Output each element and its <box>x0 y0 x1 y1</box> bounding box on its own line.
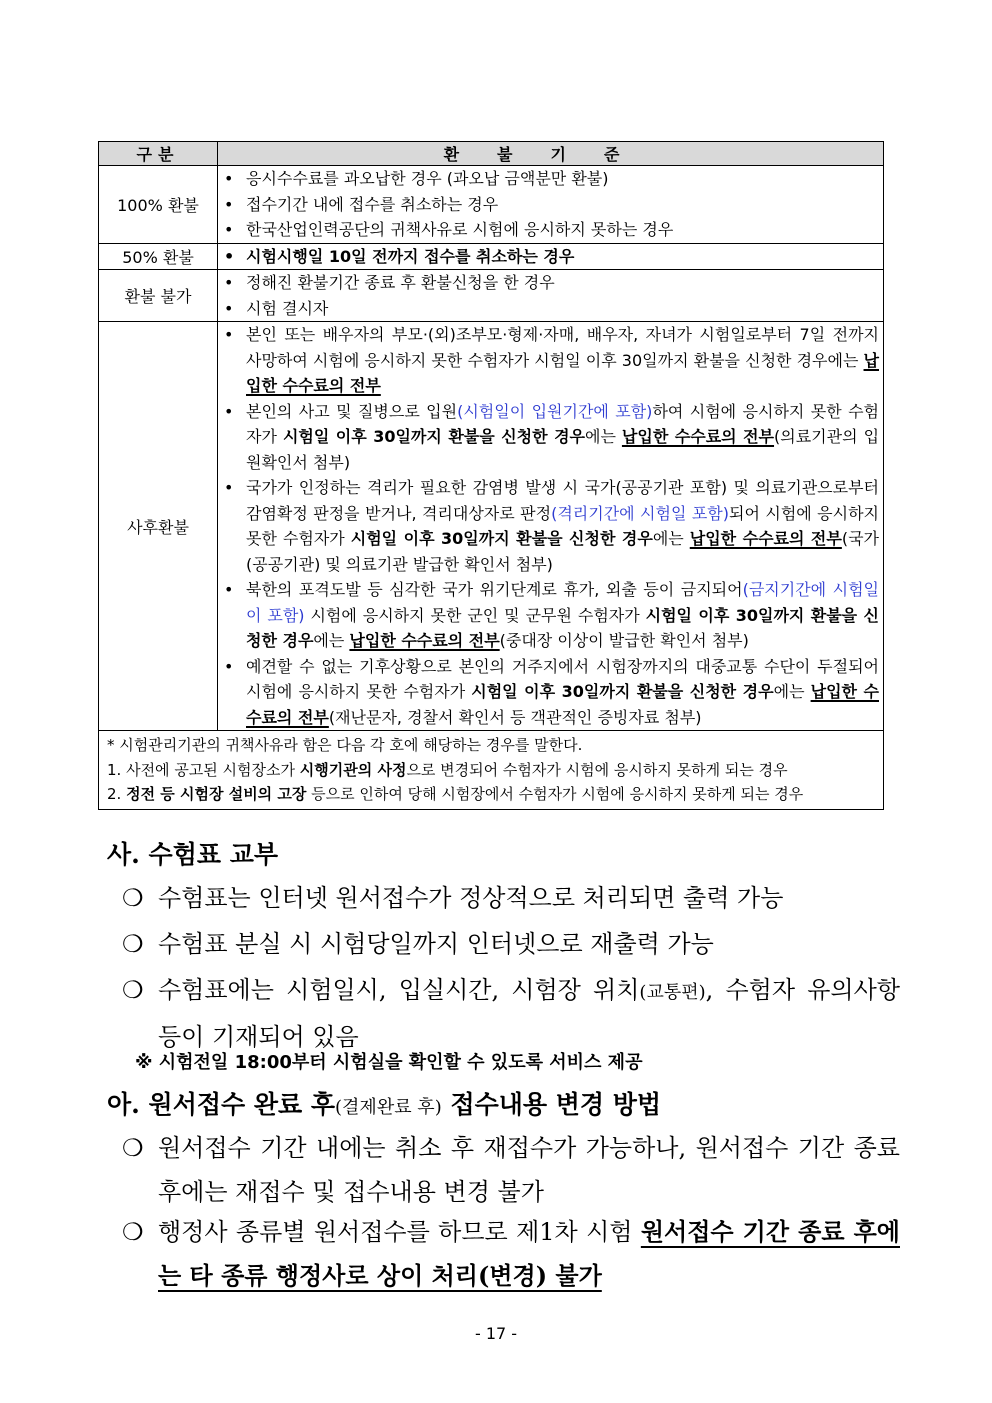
blue-text: (격리기간에 시험일 포함) <box>551 503 730 523</box>
bold-text: 시험일 이후 30일까지 환불을 신청한 경우 <box>246 605 880 650</box>
text: 1. 사전에 공고된 시험장소가 <box>107 760 300 779</box>
bold-text: 시험일 이후 30일까지 환불을 신청한 경우 <box>350 529 653 548</box>
notes-cell <box>99 731 884 810</box>
text: (중대장 이상이 발급한 확인서 첨부) <box>499 631 749 650</box>
table-row <box>99 166 884 244</box>
item-text <box>158 1210 900 1298</box>
list-item <box>218 399 883 476</box>
note-line <box>107 782 875 807</box>
text: (의료기관의 입원확인서 첨부) <box>246 427 880 472</box>
text: 수험표에는 시험일시, 입실시간, 시험장 위치 <box>158 976 640 1004</box>
blue-text: (금지기간에 시험일이 포함) <box>246 580 879 625</box>
underlined-text: 납입한 수수료의 전부 <box>349 631 500 650</box>
text: 에는 <box>773 682 811 701</box>
text: 본인의 사고 및 질병으로 입원 <box>246 401 458 421</box>
small-text: (교통편) <box>639 982 706 1003</box>
table-header-row <box>99 142 884 166</box>
row-content <box>218 166 884 244</box>
text: 2. <box>107 785 127 803</box>
list-item: • 한국산업인력공단의 귀책사유로 시험에 응시하지 못하는 경우 <box>218 217 883 243</box>
text: 하여 시험에 응시하지 못한 수험자가 <box>246 401 879 446</box>
row-label: 환불 불가 <box>99 270 218 322</box>
text: , 수험자 유의사항 등이 기재되어 있음 <box>158 976 900 1051</box>
underlined-text: 원서접수 기간 종료 후에는 타 종류 행정사로 상이 처리(변경) 불가 <box>158 1217 900 1290</box>
circle-bullet-icon: ❍ <box>122 884 144 912</box>
small-text: (결제완료 후) <box>335 1097 442 1118</box>
blue-text: (시험일이 입원기간에 포함) <box>457 401 653 421</box>
item-text: 수험표는 인터넷 원서접수가 정상적으로 처리되면 출력 가능 <box>158 884 784 912</box>
list-item <box>218 475 883 577</box>
row-content <box>218 243 884 270</box>
underlined-text: 납입한 수수료의 전부 <box>621 427 775 446</box>
header-category: 구분 <box>99 142 218 166</box>
note-line <box>107 758 875 783</box>
section-title-sa: 사. 수험표 교부 <box>107 840 279 869</box>
text: 되어 시험에 응시하지 못한 수험자가 <box>246 503 880 548</box>
text: 에는 <box>652 529 690 548</box>
underlined-text: 납입한 수수료의 전부 <box>246 682 879 727</box>
text: 시험에 응시하지 못한 군인 및 군무원 수험자가 <box>304 605 646 625</box>
circle-bullet-icon: ❍ <box>122 1218 144 1246</box>
list-item <box>122 1126 900 1214</box>
bold-text: 정전 등 시험장 설비의 고장 <box>126 785 307 803</box>
text: (재난문자, 경찰서 확인서 등 객관적인 증빙자료 첨부) <box>328 707 702 727</box>
list-item <box>218 322 883 399</box>
circle-bullet-icon: ❍ <box>122 1134 144 1162</box>
row-label: 100% 환불 <box>99 166 218 244</box>
table-notes-row <box>99 731 884 810</box>
circle-bullet-icon: ❍ <box>122 930 144 958</box>
list-item <box>122 876 900 920</box>
bold-text: 시행기관의 사정 <box>299 760 407 779</box>
item-text <box>158 968 900 1059</box>
list-item <box>122 1210 900 1298</box>
underlined-text: 납입한 수수료의 전부 <box>246 350 879 395</box>
bold-text: 시험일 이후 30일까지 환불을 신청한 경우 <box>471 682 774 701</box>
section-title-a <box>107 1085 661 1121</box>
page-number: - 17 - <box>474 1324 518 1343</box>
text: 국가가 인정하는 격리가 필요한 감염병 발생 시 국가(공공기관 포함) 및 의료기관으로부터 감염확정 판정을 받거나, 격리대상자로 판정 <box>246 478 879 523</box>
list-item <box>218 654 883 731</box>
list-item <box>122 968 900 1059</box>
text: 아. 원서접수 완료 후 <box>107 1090 336 1119</box>
text: 등으로 인하여 당해 시험장에서 수험자가 시험에 응시하지 못하게 되는 경우 <box>306 785 804 803</box>
item-text: 수험표 분실 시 시험당일까지 인터넷으로 재출력 가능 <box>158 930 714 958</box>
list-item <box>122 922 900 966</box>
list-item: • 응시수수료를 과오납한 경우 (과오납 금액분만 환불) <box>218 166 883 192</box>
text: 본인 또는 배우자의 부모·(외)조부모·형제·자매, 배우자, 자녀가 시험일로부터 7일 전까지 사망하여 시험에 응시하지 못한 수험자가 시험일 이후 30일까지 환불을 신청한 경우에는 <box>246 325 879 370</box>
item-text: 원서접수 기간 내에는 취소 후 재접수가 가능하나, 원서접수 기간 종료 후에는 재접수 및 접수내용 변경 불가 <box>158 1134 900 1206</box>
text: (국가(공공기관) 및 의료기관 발급한 확인서 첨부) <box>246 529 880 574</box>
circle-bullet-icon: ❍ <box>122 976 144 1004</box>
text: 에는 <box>313 631 350 650</box>
list-item: • 정해진 환불기간 종료 후 환불신청을 한 경우 <box>218 270 883 296</box>
text: 에는 <box>584 427 622 446</box>
underlined-text: 납입한 수수료의 전부 <box>689 529 842 548</box>
note-line: * 시험관리기관의 귀책사유라 함은 다음 각 호에 해당하는 경우를 말한다. <box>107 736 583 754</box>
refund-table <box>98 141 884 810</box>
list-item: • 시험시행일 10일 전까지 접수를 취소하는 경우 <box>218 244 883 270</box>
bold-text: 시험일 이후 30일까지 환불을 신청한 경우 <box>282 427 585 446</box>
row-content <box>218 322 884 731</box>
list-item: • 시험 결시자 <box>218 296 883 322</box>
row-label: 사후환불 <box>99 322 218 731</box>
table-row <box>99 243 884 270</box>
text: 접수내용 변경 방법 <box>441 1090 662 1119</box>
table-row <box>99 270 884 322</box>
table-row <box>99 322 884 731</box>
text: 으로 변경되어 수험자가 시험에 응시하지 못하게 되는 경우 <box>406 760 788 779</box>
row-content <box>218 270 884 322</box>
text: 행정사 종류별 원서접수를 하므로 제1차 시험 <box>158 1218 641 1246</box>
service-note: ※ 시험전일 18:00부터 시험실을 확인할 수 있도록 서비스 제공 <box>135 1052 643 1073</box>
list-item <box>218 577 883 654</box>
text: 예견할 수 없는 기후상황으로 본인의 거주지에서 시험장까지의 대중교통 수단이 두절되어 시험에 응시하지 못한 수험자가 <box>246 656 879 701</box>
header-criteria: 환불기준 <box>218 142 884 166</box>
text: 북한의 포격도발 등 심각한 국가 위기단계로 휴가, 외출 등이 금지되어 <box>246 580 743 599</box>
list-item: • 접수기간 내에 접수를 취소하는 경우 <box>218 192 883 218</box>
row-label: 50% 환불 <box>99 243 218 270</box>
